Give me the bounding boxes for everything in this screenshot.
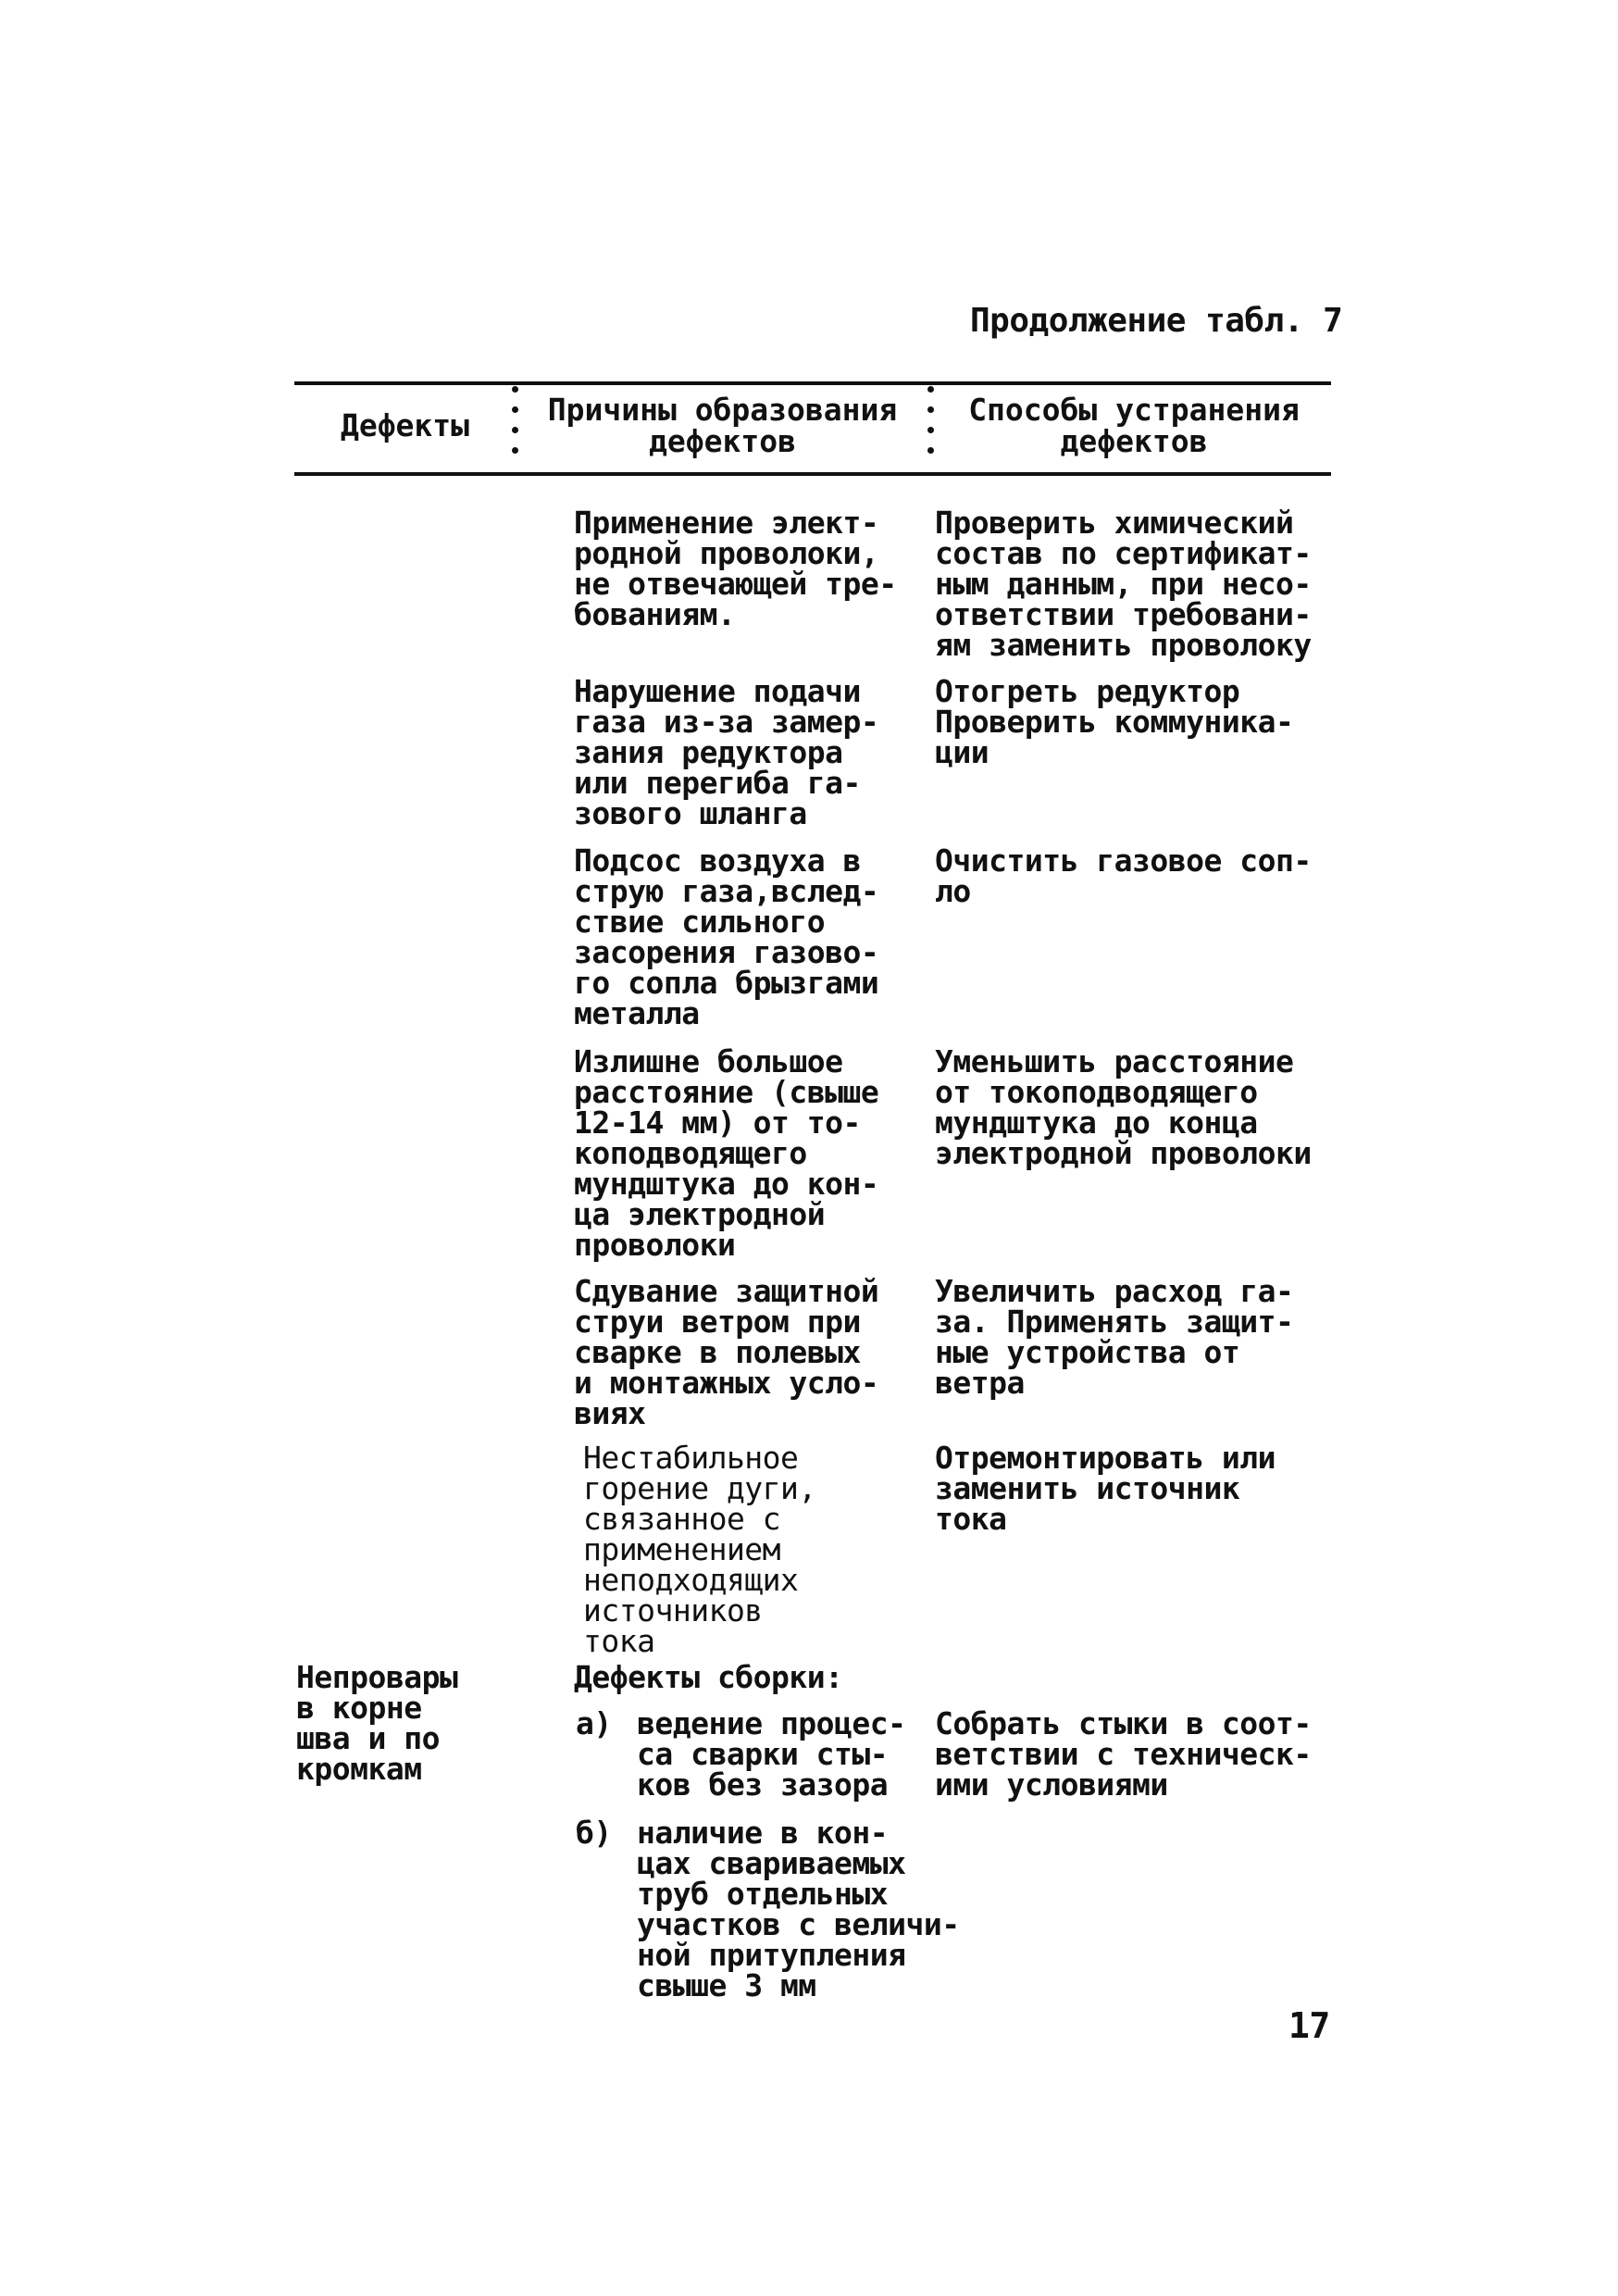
remedy-cell: Отремонтировать или заменить источник тока xyxy=(935,1440,1276,1537)
header-causes: Причины образования дефектов xyxy=(547,392,898,459)
header-remedies: Способы устранения дефектов xyxy=(968,392,1300,459)
cause-cell: Применение элект- родной проволоки, не отвечающей тре- бованиям. xyxy=(574,505,897,632)
assembly-defects-heading: Дефекты сборки: xyxy=(574,1659,843,1695)
remedy-cell: Собрать стыки в соот- ветствии с техническ- ими условиями xyxy=(935,1705,1312,1803)
header-defects: Дефекты xyxy=(340,407,470,443)
cause-cell: Сдувание защитной струи ветром при сварке в полевых и монтажных усло- виях xyxy=(574,1273,879,1431)
list-marker-b: б) xyxy=(576,1815,612,1851)
cause-cell: ведение процес- са сварки сты- ков без зазора xyxy=(637,1705,906,1803)
header-bottom-rule xyxy=(294,472,1331,476)
cause-cell: Нестабильное горение дуги, связанное с применением неподходящих источников тока xyxy=(583,1440,816,1659)
remedy-cell: Отогреть редуктор Проверить коммуника- ции xyxy=(935,673,1294,770)
page-number: 17 xyxy=(1288,2005,1330,2046)
cause-cell: наличие в кон- цах свариваемых труб отдельных участков с величи- ной притупления свыше 3 мм xyxy=(637,1815,960,2003)
column-separator xyxy=(512,386,519,468)
table-caption: Продолжение табл. 7 xyxy=(970,302,1343,340)
list-marker-a: а) xyxy=(576,1705,612,1741)
remedy-cell: Уменьшить расстояние от токоподводящего мундштука до конца электродной проволоки xyxy=(935,1043,1312,1171)
remedy-cell: Очистить газовое соп- ло xyxy=(935,842,1312,909)
cause-cell: Подсос воздуха в струю газа,вслед- ствие сильного засорения газово- го сопла брызгами металла xyxy=(574,842,879,1031)
remedy-cell: Увеличить расход га- за. Применять защит- ные устройства от ветра xyxy=(935,1273,1294,1401)
header-top-rule xyxy=(294,381,1331,385)
defect-name: Непровары в корне шва и по кромкам xyxy=(296,1659,458,1787)
column-separator xyxy=(927,386,935,468)
cause-cell: Излишне большое расстояние (свыше 12-14 мм) от то- коподводящего мундштука до кон- ца электродной проволоки xyxy=(574,1043,879,1263)
cause-cell: Нарушение подачи газа из-за замер- зания редуктора или перегиба га- зового шланга xyxy=(574,673,879,831)
remedy-cell: Проверить химический состав по сертификат- ным данным, при несо- ответствии требовани- ям заменить проволоку xyxy=(935,505,1312,663)
